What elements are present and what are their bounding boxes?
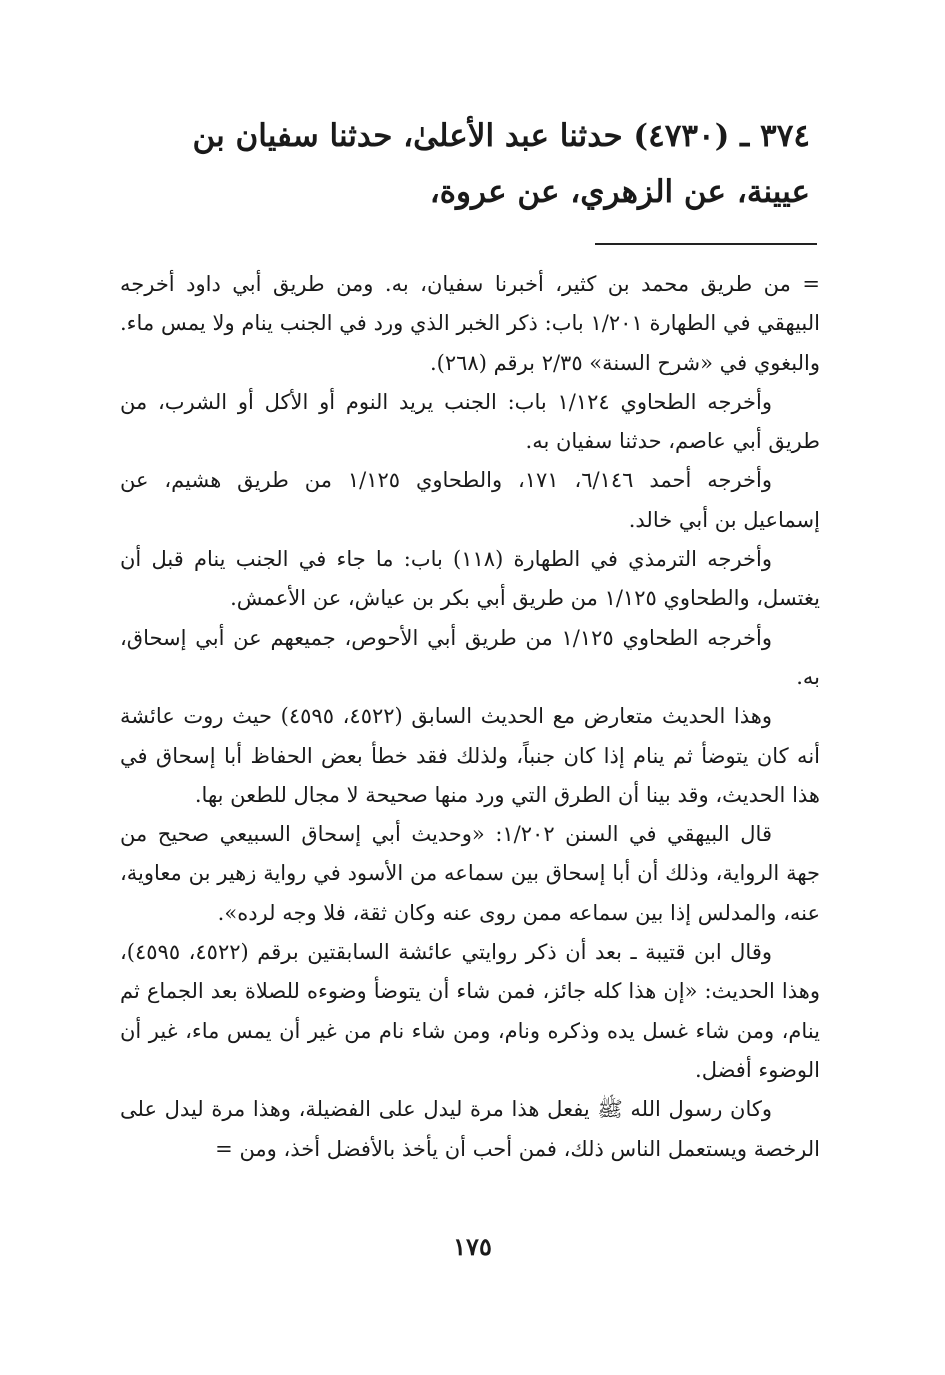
footnote-paragraph: وأخرجه الطحاوي ١/١٢٤ باب: الجنب يريد النوم أو الأكل أو الشرب، من طريق أبي عاصم، حدثنا سفيان به. [120, 389, 820, 454]
hadith-line-2: عيينة، عن الزهري، عن عروة، [429, 174, 810, 210]
footnote-paragraph: وكان رسول الله ﷺ يفعل هذا مرة ليدل على الفضيلة، وهذا مرة ليدل على الرخصة ويستعمل الناس ذلك، فمن أحب أن يأخذ بالأفضل أخذ، ومن = [120, 1097, 820, 1161]
footnote-paragraph: وأخرجه الطحاوي ١/١٢٥ من طريق أبي الأحوص، جميعهم عن أبي إسحاق، به. [120, 625, 820, 689]
footnote-divider [595, 243, 817, 245]
footnote-paragraph: وهذا الحديث متعارض مع الحديث السابق (٤٥٢٢، ٤٥٩٥) حيث روت عائشة أنه كان يتوضأ ثم ينام إذا كان جنباً، ولذلك فقد خطأ بعض الحفاظ أبا إسحاق في هذا الحديث، وقد بينا أن الطرق التي ورد منها صحيحة لا مجال للطعن بها. [120, 704, 820, 807]
footnote-paragraph: = من طريق محمد بن كثير، أخبرنا سفيان، به. ومن طريق أبي داود أخرجه البيهقي في الطهارة ١/٢٠١ باب: ذكر الخبر الذي ورد في الجنب ينام ولا يمس ماء. والبغوي في «شرح السنة» ٢/٣٥ برقم (٢٦٨). [120, 272, 820, 375]
footnote-paragraph: وأخرجه أحمد ٦/١٤٦، ١٧١، والطحاوي ١/١٢٥ من طريق هشيم، عن إسماعيل بن أبي خالد. [120, 468, 820, 532]
hadith-line-1: ٣٧٤ ـ (٤٧٣٠) حدثنا عبد الأعلىٰ، حدثنا سفيان بن [192, 118, 810, 154]
footnote-paragraph: قال البيهقي في السنن ١/٢٠٢: «وحديث أبي إسحاق السبيعي صحيح من جهة الرواية، وذلك أن أبا إسحاق بين سماعه من الأسود في رواية زهير بن معاوية، عنه، والمدلس إذا بين سماعه ممن روى عنه وكان ثقة، فلا وجه لرده». [120, 822, 820, 925]
footnotes [120, 265, 820, 1169]
hadith-text [110, 108, 810, 220]
footnote-paragraph: وقال ابن قتيبة ـ بعد أن ذكر روايتي عائشة السابقتين برقم (٤٥٢٢، ٤٥٩٥)، وهذا الحديث: «إن هذا كله جائز، فمن شاء أن يتوضأ وضوءه للصلاة بعد الجماع ثم ينام، ومن شاء غسل يده وذكره ونام، ومن شاء نام من غير أن يمس ماء، غير أن الوضوء أفضل. [120, 940, 820, 1082]
page-number: ١٧٥ [453, 1232, 492, 1261]
footnote-paragraph: وأخرجه الترمذي في الطهارة (١١٨) باب: ما جاء في الجنب ينام قبل أن يغتسل، والطحاوي ١/١٢٥ من طريق أبي بكر بن عياش، عن الأعمش. [120, 547, 820, 611]
